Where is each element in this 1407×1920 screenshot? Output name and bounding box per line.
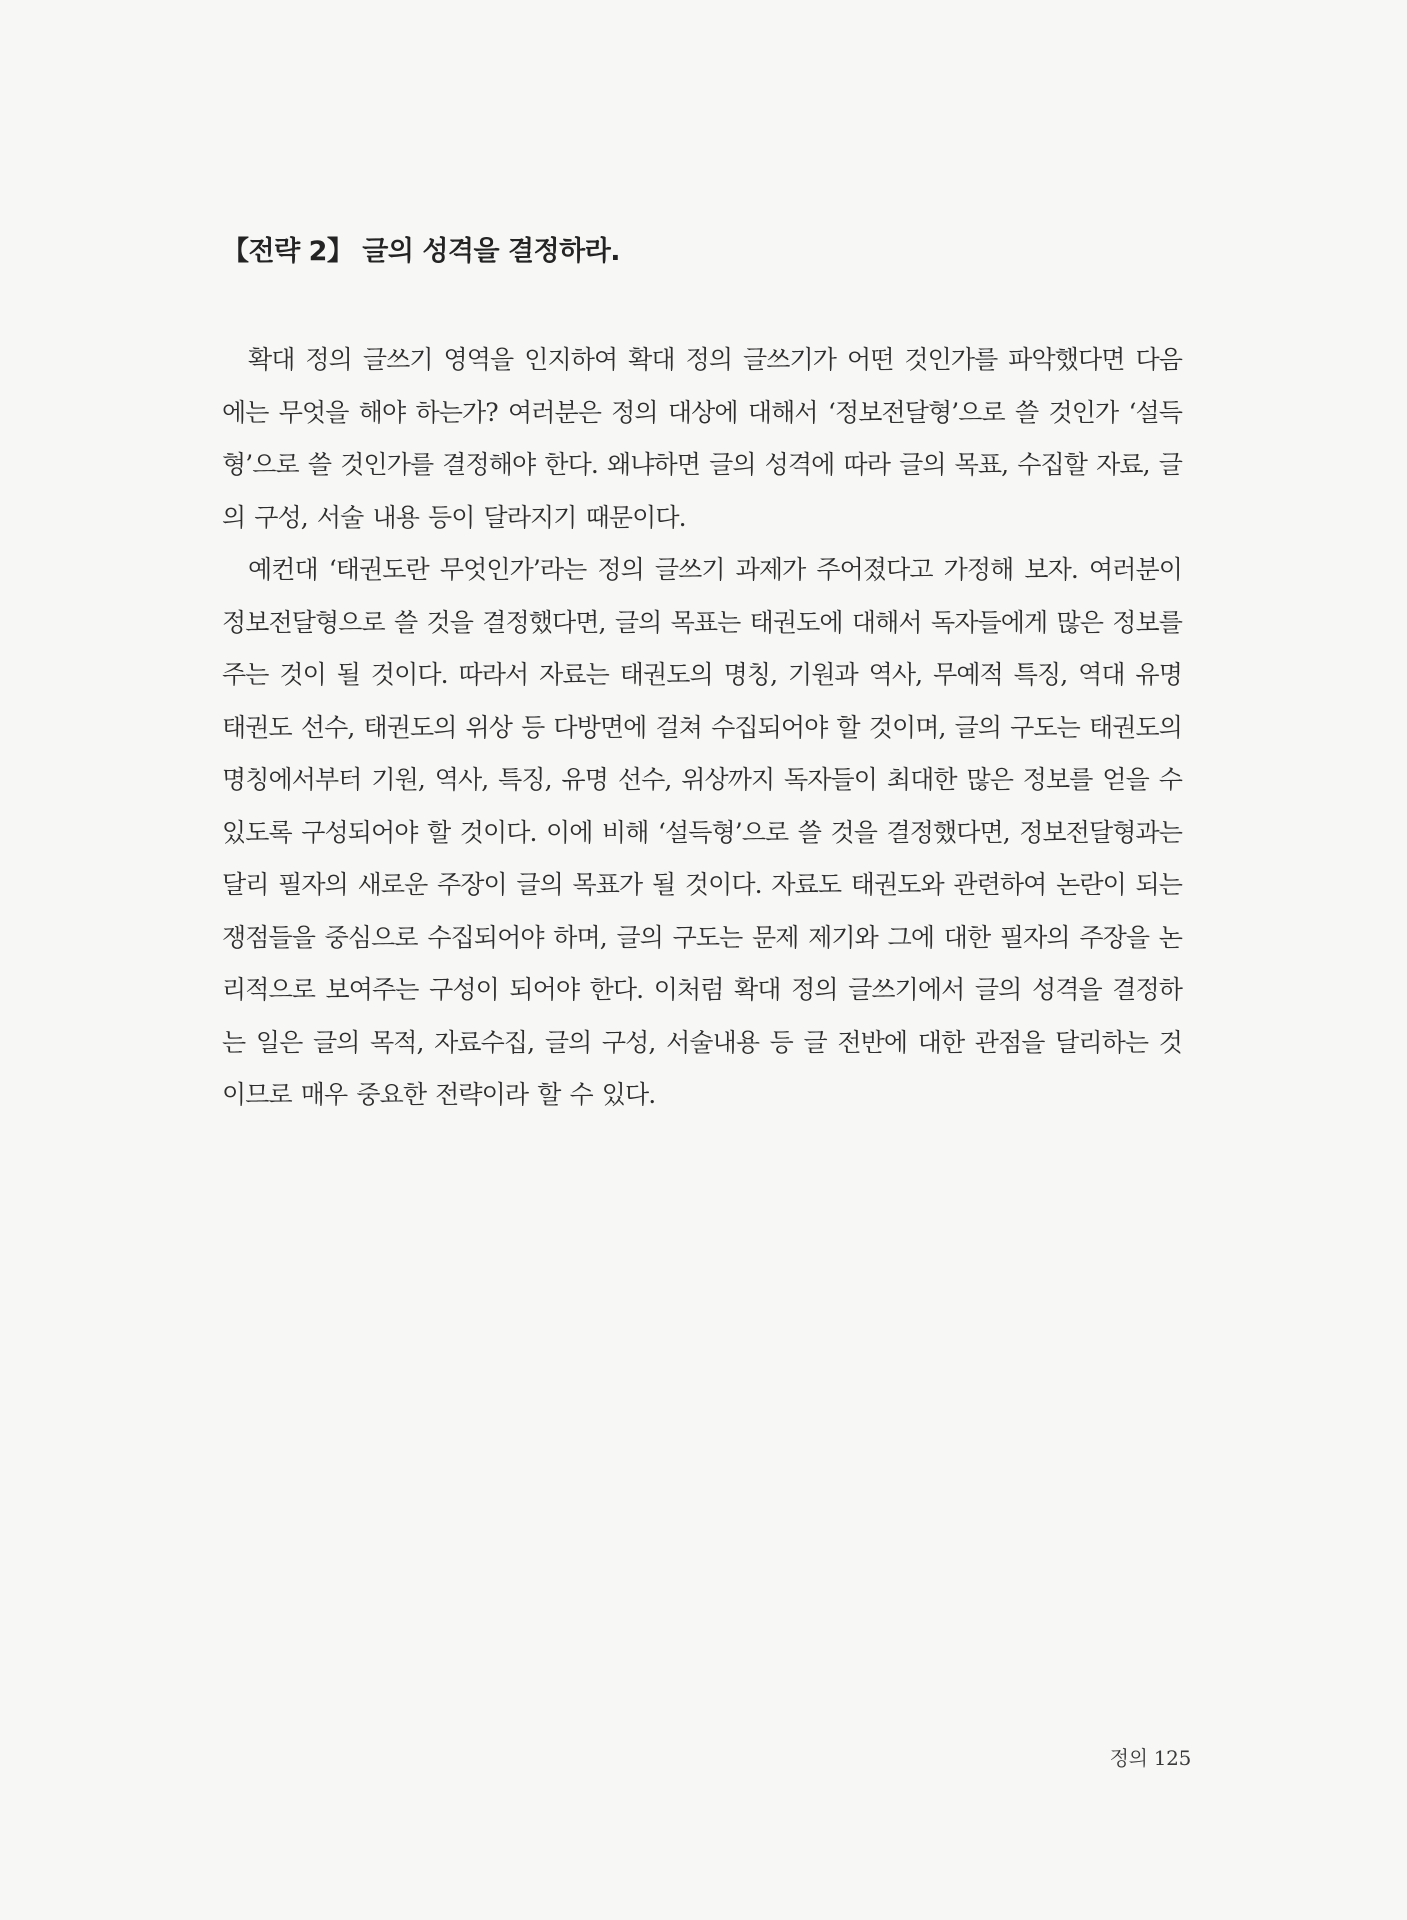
body-text [222,334,1182,1122]
page-number: 125 [1153,1746,1191,1770]
paragraph-1: 확대 정의 글쓰기 영역을 인지하여 확대 정의 글쓰기가 어떤 것인가를 파악했다면 다음에는 무엇을 해야 하는가? 여러분은 정의 대상에 대해서 ‘정보전달형’으로 쓸 것인가 ‘설득형’으로 쓸 것인가를 결정해야 한다. 왜냐하면 글의 성격에 따라 글의 목표, 수집할 자료, 글의 구성, 서술 내용 등이 달라지기 때문이다. [222,345,1182,532]
page-footer [1110,1744,1191,1772]
section-heading: 【전략 2】 글의 성격을 결정하라. [222,236,621,267]
running-chapter-title: 정의 [1109,1746,1148,1770]
paragraph-2: 예컨대 ‘태권도란 무엇인가’라는 정의 글쓰기 과제가 주어졌다고 가정해 보자. 여러분이 정보전달형으로 쓸 것을 결정했다면, 글의 목표는 태권도에 대해서 독자들에게 많은 정보를 주는 것이 될 것이다. 따라서 자료는 태권도의 명칭, 기원과 역사, 무예적 특징, 역대 유명 태권도 선수, 태권도의 위상 등 다방면에 걸쳐 수집되어야 할 것이며, 글의 구도는 태권도의 명칭에서부터 기원, 역사, 특징, 유명 선수, 위상까지 독자들이 최대한 많은 정보를 얻을 수 있도록 구성되어야 할 것이다. 이에 비해 ‘설득형’으로 쓸 것을 결정했다면, 정보전달형과는 달리 필자의 새로운 주장이 글의 목표가 될 것이다. 자료도 태권도와 관련하여 논란이 되는 쟁점들을 중심으로 수집되어야 하며, 글의 구도는 문제 제기와 그에 대한 필자의 주장을 논리적으로 보여주는 구성이 되어야 한다. 이처럼 확대 정의 글쓰기에서 글의 성격을 결정하는 일은 글의 목적, 자료수집, 글의 구성, 서술내용 등 글 전반에 대한 관점을 달리하는 것이므로 매우 중요한 전략이라 할 수 있다. [222,555,1182,1109]
